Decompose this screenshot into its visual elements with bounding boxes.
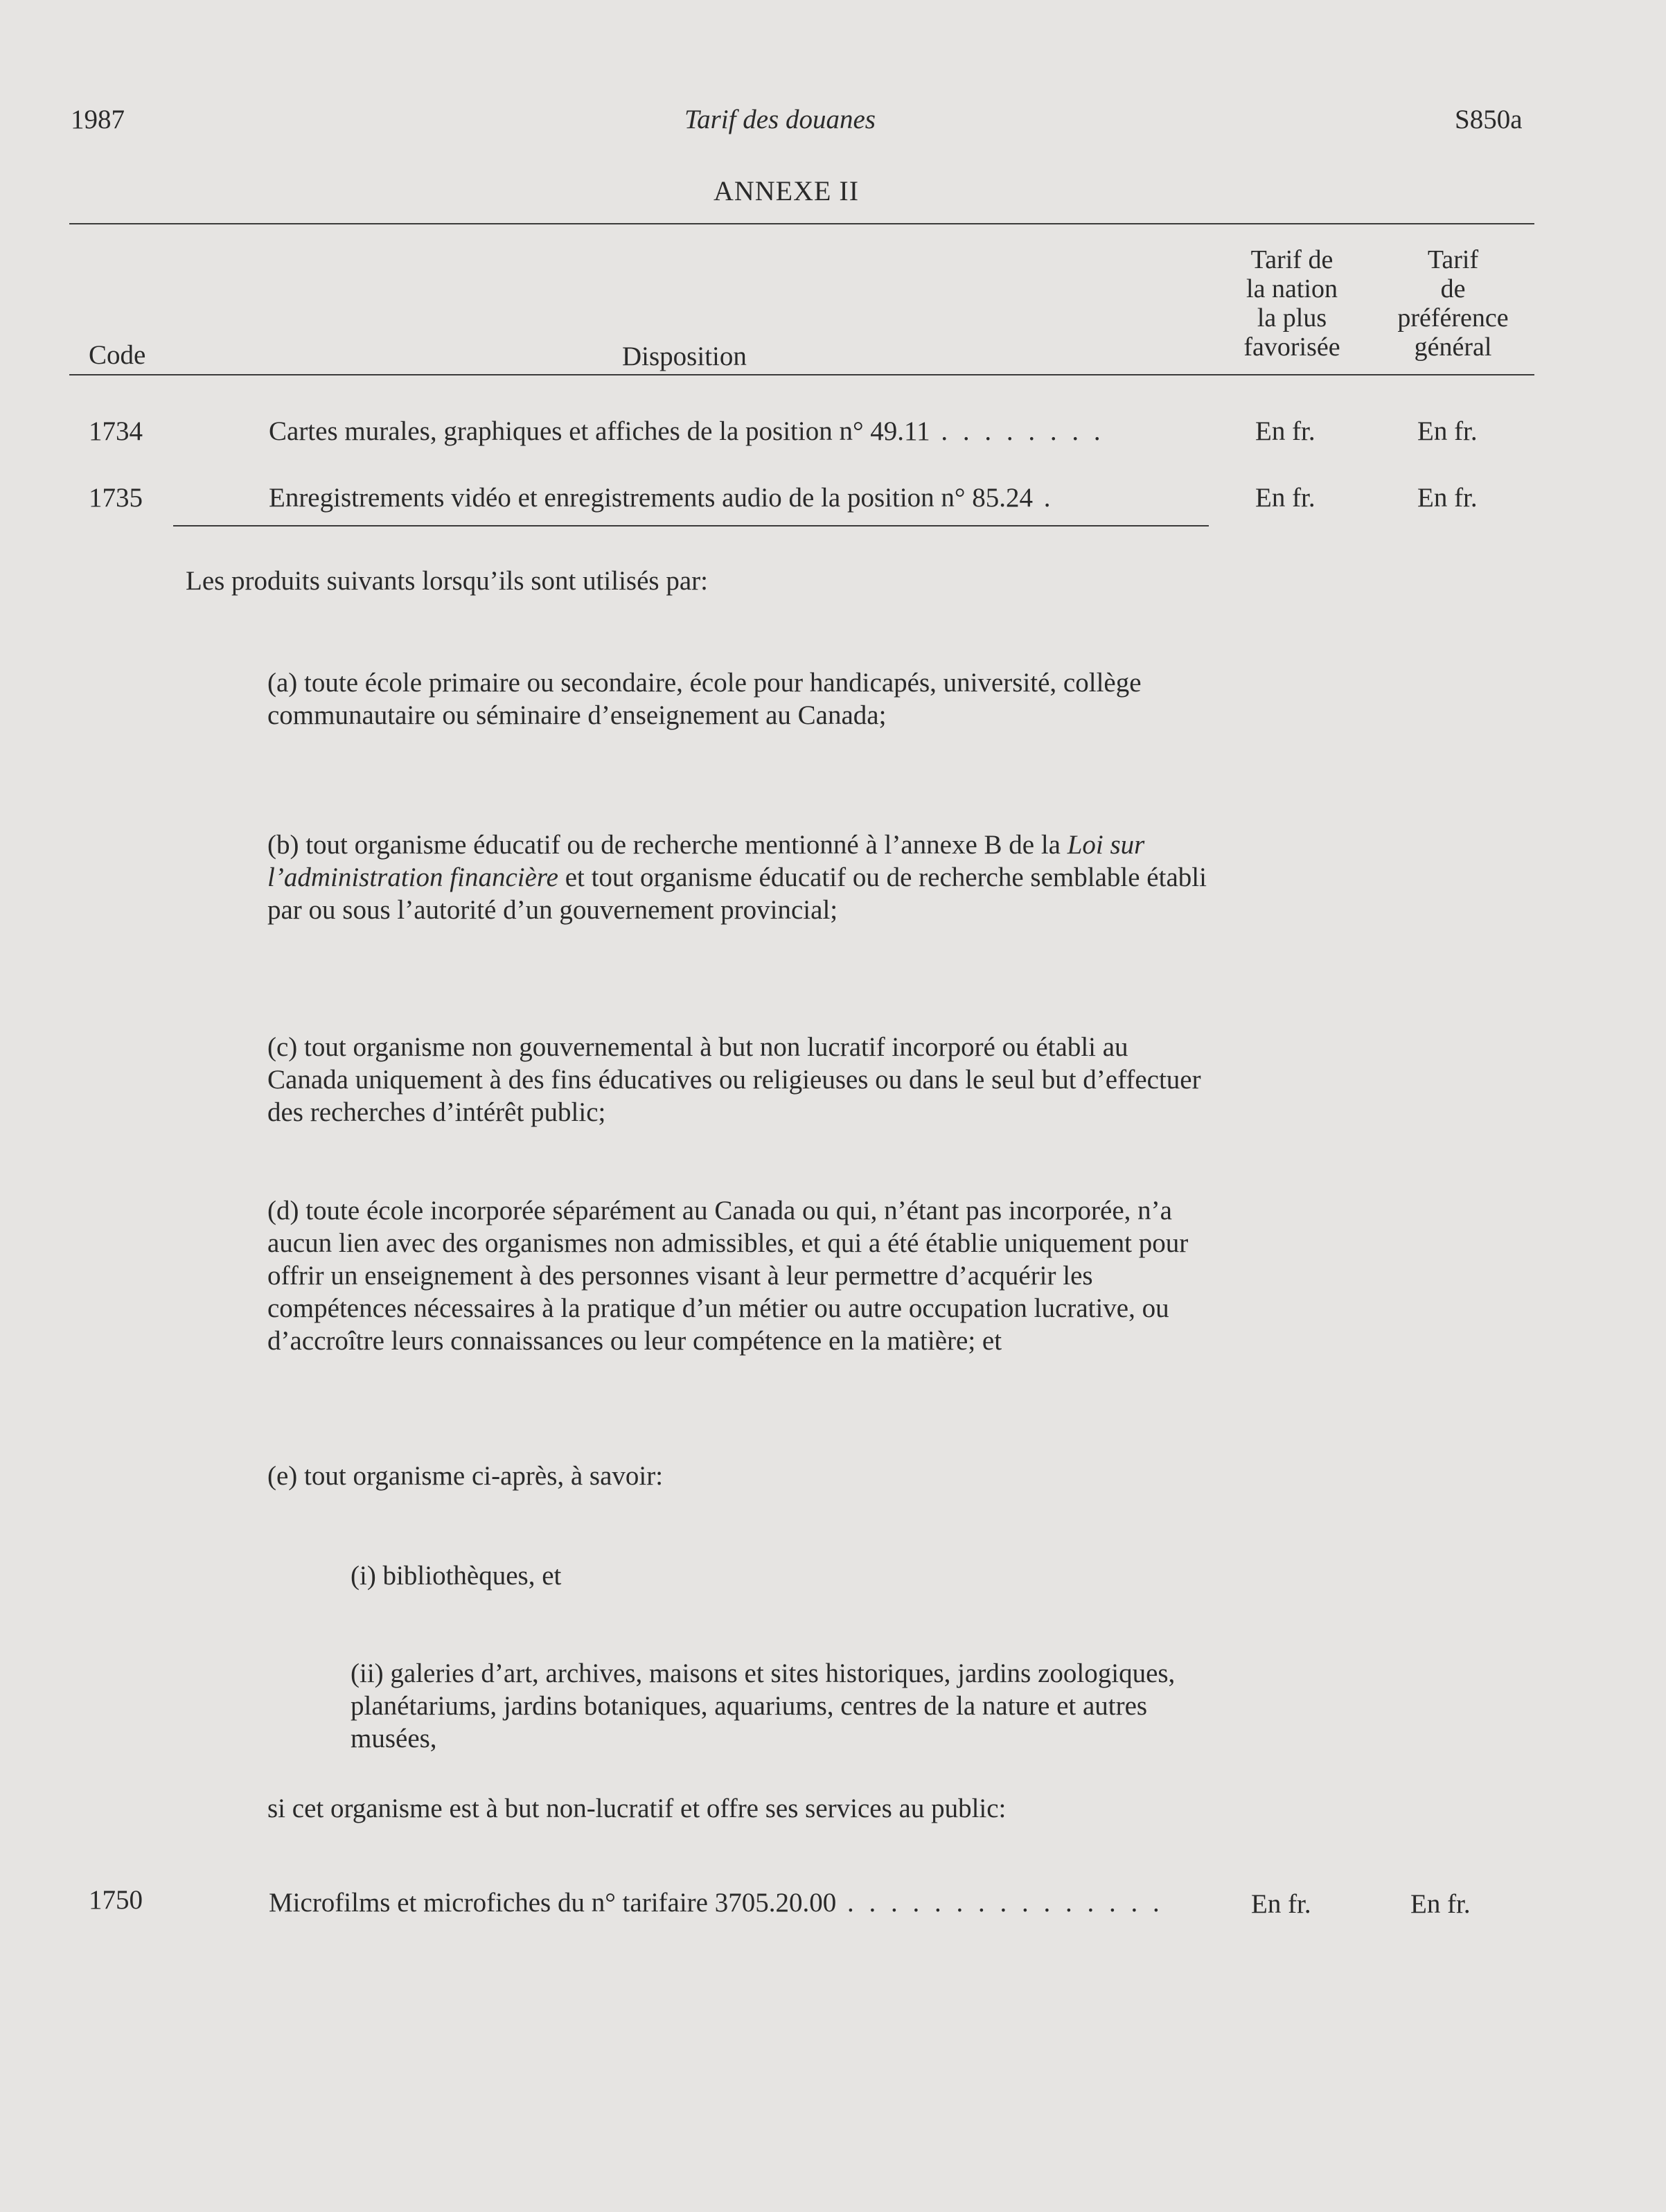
table-row-description — [269, 1887, 1164, 1918]
table-row-description — [269, 482, 1055, 513]
table-row-description-text: Cartes murales, graphiques et affiches de la position n° 49.11 — [269, 416, 930, 446]
column-gpt — [1368, 245, 1538, 362]
column-gpt-line: préférence — [1397, 303, 1509, 333]
table-row-gpt: En fr. — [1410, 1889, 1471, 1919]
item-b-act-title: Loi sur l’administration financière — [267, 830, 1145, 892]
table-row-gpt: En fr. — [1417, 416, 1478, 446]
item-e: (e) tout organisme ci-après, à savoir: — [267, 1461, 664, 1491]
item-e-i: (i) bibliothèques, et — [351, 1561, 562, 1591]
table-row-code: 1734 — [89, 416, 143, 446]
table-row-code: 1735 — [89, 483, 143, 513]
item-e-ii: (ii) galeries d’art, archives, maisons et sites historiques, jardins zoologiques, planétariums, jardins botaniques, aquariums, centres de la nature et autres musées, — [351, 1658, 1176, 1753]
column-mfn — [1205, 245, 1379, 362]
table-row-mfn: En fr. — [1251, 1889, 1311, 1919]
table-row-description-text: Microfilms et microfiches du n° tarifaire 3705.20.00 — [269, 1888, 837, 1918]
header-title: Tarif des douanes — [684, 105, 876, 134]
table-row-code: 1750 — [89, 1885, 143, 1915]
column-mfn-line: Tarif de — [1250, 245, 1333, 274]
column-gpt-line: Tarif — [1427, 245, 1479, 274]
intro-text: Les produits suivants lorsqu’ils sont utilisés par: — [186, 566, 708, 596]
column-mfn-line: la plus — [1257, 303, 1327, 333]
header-rule — [69, 374, 1534, 375]
top-rule — [69, 223, 1534, 224]
table-row-gpt: En fr. — [1417, 483, 1478, 513]
dot-leader: . — [1033, 483, 1055, 513]
header-page-ref: S850a — [1455, 105, 1523, 134]
dot-leader: . . . . . . . . . . . . . . . — [836, 1888, 1164, 1918]
column-gpt-line: général — [1414, 333, 1492, 362]
item-a: (a) toute école primaire ou secondaire, école pour handicapés, université, collège communautaire ou séminaire d’enseignement au Canada; — [267, 668, 1142, 730]
item-b — [267, 829, 1209, 926]
item-d: (d) toute école incorporée séparément au Canada ou qui, n’étant pas incorporée, n’a aucun lien avec des organismes non admissibles, et qui a été établie uniquement pour offrir un enseignement à des personnes visant à leur permettre d’acquérir les compétences nécessaires à la pratique d’un métier ou autre occupation lucrative, ou d’accroître leurs connaissances ou leur compétence en la matière; et — [267, 1196, 1189, 1356]
header-year: 1987 — [71, 105, 125, 134]
table-row-mfn: En fr. — [1255, 483, 1315, 513]
closing-text: si cet organisme est à but non-lucratif et offre ses services au public: — [267, 1794, 1007, 1823]
column-mfn-line: la nation — [1246, 274, 1338, 303]
column-gpt-line: de — [1440, 274, 1466, 303]
annex-title: ANNEXE II — [714, 175, 860, 206]
table-row-description-text: Enregistrements vidéo et enregistrements audio de la position n° 85.24 — [269, 483, 1034, 513]
column-disposition: Disposition — [622, 342, 747, 371]
item-c: (c) tout organisme non gouvernemental à but non lucratif incorporé ou établi au Canada uniquement à des fins éducatives ou religieuses ou dans le seul but d’effectuer des recherches d’intérêt public; — [267, 1032, 1201, 1127]
column-code: Code — [89, 340, 146, 370]
item-b-text: et tout organisme éducatif ou de recherche semblable établi par ou sous l’autorité d’un gouvernement provincial; — [267, 862, 1207, 925]
section-rule — [173, 525, 1209, 527]
table-row-mfn: En fr. — [1255, 416, 1315, 446]
dot-leader: . . . . . . . . — [930, 416, 1105, 446]
table-row-description — [269, 416, 1105, 447]
item-b-text: (b) tout organisme éducatif ou de recherche mentionné à l’annexe B de la — [267, 830, 1067, 860]
column-mfn-line: favorisée — [1243, 333, 1340, 362]
